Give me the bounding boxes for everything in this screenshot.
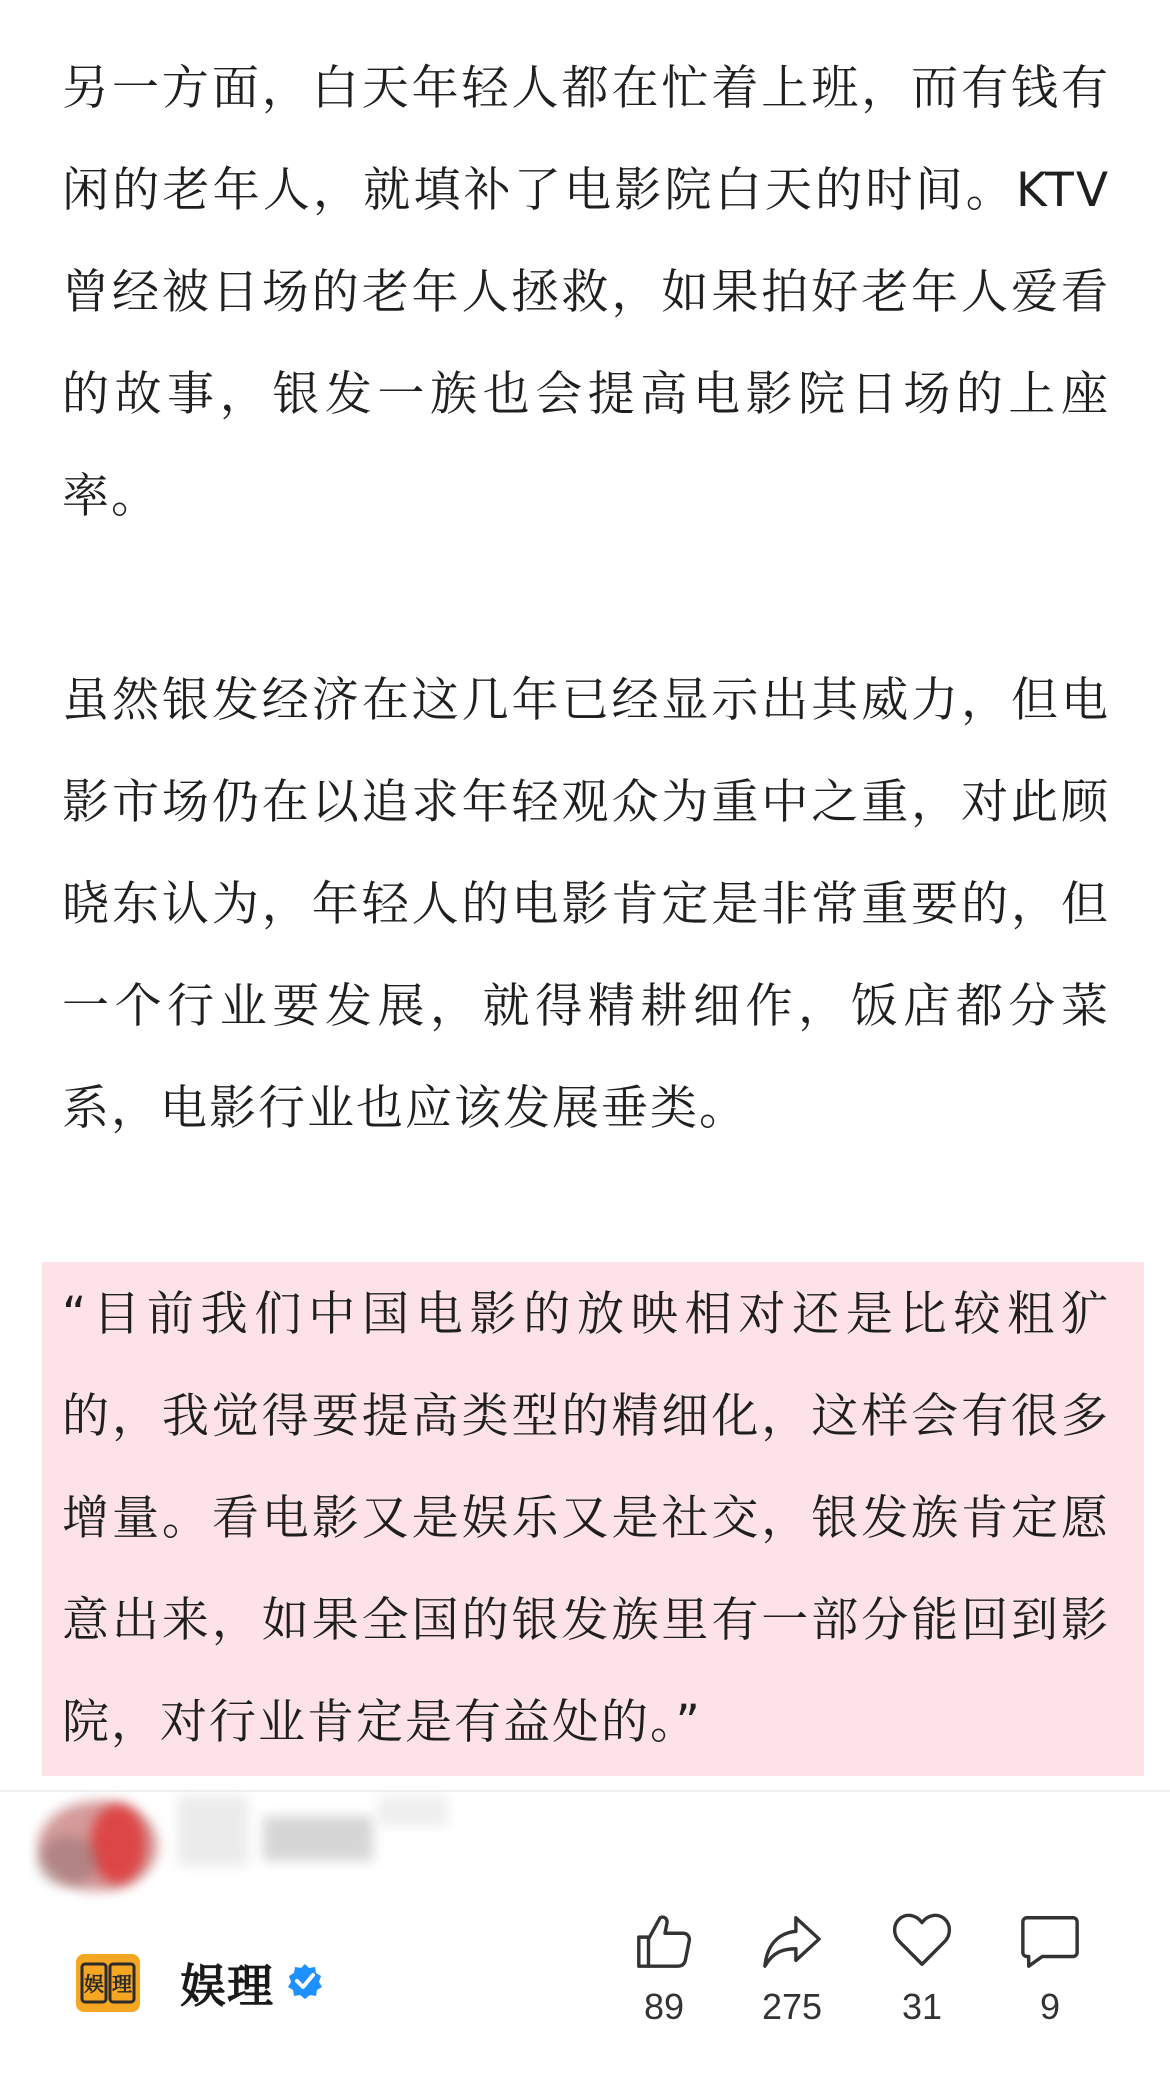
comment-bubble-icon [1019,1910,1081,1972]
redacted-scribble [28,1776,478,1906]
favorite-button[interactable] [872,1910,972,2040]
svg-text:理: 理 [112,1972,132,1996]
verified-badge-icon [286,1962,324,2000]
comment-count: 9 [1039,1986,1061,2027]
favorite-count: 31 [901,1986,943,2027]
post-footer [0,1900,1170,2076]
heart-icon [891,1910,953,1972]
brand-logo-icon[interactable] [72,1946,144,2018]
svg-text:娱: 娱 [84,1972,104,1996]
comment-button[interactable] [1000,1910,1100,2040]
thumbs-up-icon [633,1910,695,1972]
author-name[interactable]: 娱理 [180,1959,274,2013]
like-count: 89 [643,1986,685,2027]
share-count: 275 [761,1986,823,2027]
quote-text: “目前我们中国电影的放映相对还是比较粗犷的，我觉得要提高类型的精细化，这样会有很多增量。看电影又是娱乐又是社交，银发族肯定愿意出来，如果全国的银发族里有一部分能回到影院，对行业肯定是有益处的。” [62,1287,1110,1750]
like-button[interactable] [614,1910,714,2040]
article-paragraph: 另一方面，白天年轻人都在忙着上班，而有钱有闲的老年人，就填补了电影院白天的时间。KTV曾经被日场的老年人拯救，如果拍好老年人爱看的故事，银发一族也会提高电影院日场的上座率。 [62,61,1110,524]
article-paragraph: 虽然银发经济在这几年已经显示出其威力，但电影市场仍在以追求年轻观众为重中之重，对此顾晓东认为，年轻人的电影肯定是非常重要的，但一个行业要发展，就得精耕细作，饭店都分菜系，电影行业也应该发展垂类。 [62,673,1110,1136]
share-arrow-icon [761,1910,823,1972]
share-button[interactable] [742,1910,842,2040]
